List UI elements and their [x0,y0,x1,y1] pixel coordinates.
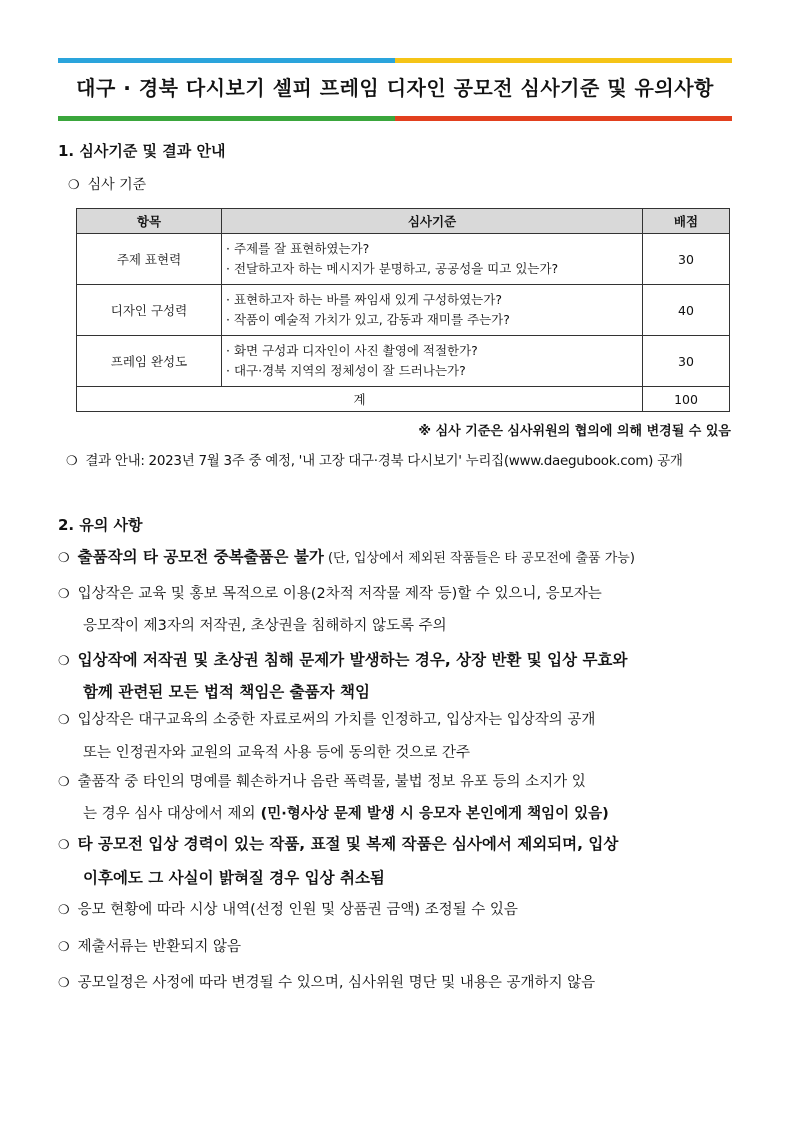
bullet-icon: ❍ [58,940,70,955]
notice-item: ❍ 입상작은 교육 및 홍보 목적으로 이용(2차적 저작물 제작 등)할 수 있으니, 응모자는 [58,579,738,610]
bullet-icon: ❍ [58,976,70,991]
table-total-row: 계 100 [77,387,730,412]
bullet-icon: ❍ [58,587,70,602]
bullet-icon: ❍ [68,178,80,193]
table-row: 프레임 완성도 · 화면 구성과 디자인이 사진 촬영에 적절한가? · 대구·경북 지역의 정체성이 잘 드러나는가? 30 [77,336,730,387]
notice-item: ❍ 제출서류는 반환되지 않음 [58,932,738,963]
notice-item-cont: 또는 인정권자와 교원의 교육적 사용 등에 동의한 것으로 간주 [83,745,471,761]
section2-heading: 2. 유의 사항 [58,516,143,534]
notice-item: ❍ 출품작의 타 공모전 중복출품은 불가 (단, 입상에서 제외된 작품들은 타 공모전에 출품 가능) [58,542,738,574]
bullet-icon: ❍ [58,551,70,566]
notice-item: ❍ 입상작에 저작권 및 초상권 침해 문제가 발생하는 경우, 상장 반환 및 입상 무효와 [58,645,738,677]
bullet-icon: ❍ [58,903,70,918]
bottom-color-bar [58,116,732,121]
notice-item-cont: 이후에도 그 사실이 밝혀질 경우 입상 취소됨 [83,869,385,887]
table-row: 디자인 구성력 · 표현하고자 하는 바를 짜임새 있게 구성하였는가? · 작품이 예술적 가치가 있고, 감동과 재미를 주는가? 40 [77,285,730,336]
notice-item: ❍ 타 공모전 입상 경력이 있는 작품, 표절 및 복제 작품은 심사에서 제외되며, 입상 [58,829,738,861]
notice-item: ❍ 공모일정은 사정에 따라 변경될 수 있으며, 심사위원 명단 및 내용은 공개하지 않음 [58,968,738,999]
table-header-row [77,209,730,234]
bullet-icon: ❍ [58,775,70,790]
notice-item: ❍ 입상작은 대구교육의 소중한 자료로써의 가치를 인정하고, 입상자는 입상작의 공개 [58,705,738,736]
notice-item-cont: 함께 관련된 모든 법적 책임은 출품자 책임 [83,683,370,701]
result-notice: ❍ 결과 안내: 2023년 7월 3주 중 예정, '내 고장 대구·경북 다시보기' 누리집(www.daegubook.com) 공개 [66,453,683,469]
notice-item-cont: 응모작이 제3자의 저작권, 초상권을 침해하지 않도록 주의 [83,618,447,634]
header-score: 배점 [643,209,730,234]
document-title: 대구 · 경북 다시보기 셀피 프레임 디자인 공모전 심사기준 및 유의사항 [76,76,714,100]
notice-item: ❍ 출품작 중 타인의 명예를 훼손하거나 음란 폭력물, 불법 정보 유포 등의 소지가 있 [58,767,738,798]
header-item: 항목 [77,209,222,234]
criteria-note: ※ 심사 기준은 심사위원의 협의에 의해 변경될 수 있음 [418,424,731,439]
bullet-icon: ❍ [58,713,70,728]
notice-item-cont: 는 경우 심사 대상에서 제외 (민·형사상 문제 발생 시 응모자 본인에게 책임이 있음) [83,806,609,822]
top-color-bar [58,58,732,63]
criteria-subheading: ❍ 심사 기준 [68,177,147,193]
criteria-table [76,208,730,412]
section1-heading: 1. 심사기준 및 결과 안내 [58,142,226,160]
bullet-icon: ❍ [66,454,78,469]
header-criteria: 심사기준 [222,209,643,234]
table-row: 주제 표현력 · 주제를 잘 표현하였는가? · 전달하고자 하는 메시지가 분명하고, 공공성을 띠고 있는가? 30 [77,234,730,285]
bullet-icon: ❍ [58,838,70,853]
notice-item: ❍ 응모 현황에 따라 시상 내역(선정 인원 및 상품권 금액) 조정될 수 있음 [58,895,738,926]
bullet-icon: ❍ [58,654,70,669]
